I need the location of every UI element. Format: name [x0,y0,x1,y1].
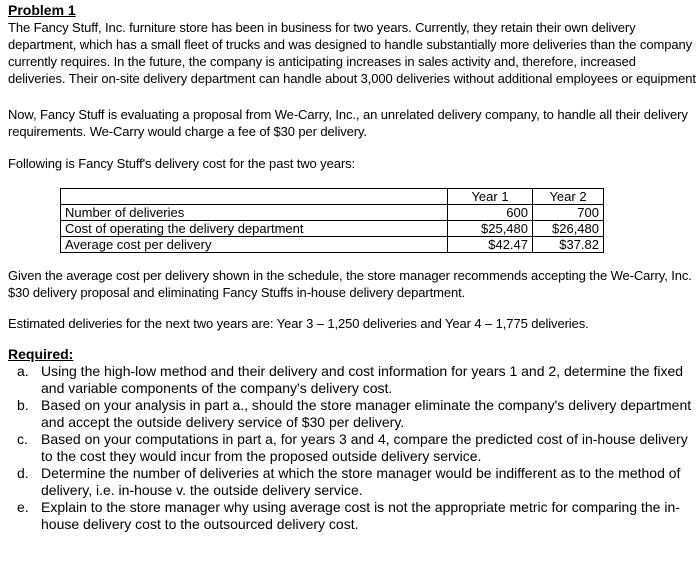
table-header-row [61,189,604,205]
row-label: Number of deliveries [61,205,448,221]
list-item [8,465,696,499]
list-marker: b. [17,397,29,413]
header-year-1: Year 1 [448,189,533,205]
row-year-1-value: 600 [448,205,533,221]
delivery-cost-table [60,188,604,253]
intro-paragraph: The Fancy Stuff, Inc. furniture store has been in business for two years. Currently, they retain their own delivery department, which has a small fleet of trucks and was designed to handle substantially more deliveries than the company currently requires. In the future, the company is anticipating increases in sales activity and, therefore, increased deliveries. Their on-site delivery department can handle about 3,000 deliveries without additional employees or equipment [8,20,696,86]
list-marker: d. [17,465,29,481]
problem-title: Problem 1 [8,2,76,18]
header-year-2: Year 2 [533,189,604,205]
list-item-text: Determine the number of deliveries at which the store manager would be indifferent as to the method of delivery, i.e. in-house v. the outside delivery service. [41,465,681,498]
following-paragraph: Following is Fancy Stuff's delivery cost for the past two years: [8,156,355,171]
list-item [8,431,696,465]
row-year-1-value: $42.47 [448,237,533,253]
table-row [61,237,604,253]
estimated-paragraph: Estimated deliveries for the next two years are: Year 3 – 1,250 deliveries and Year 4 – 1,775 deliveries. [8,316,589,331]
table-row [61,221,604,237]
list-item-text: Using the high-low method and their delivery and cost information for years 1 and 2, determine the fixed and variable components of the company's delivery cost. [41,363,684,396]
required-list [8,363,696,533]
list-item [8,397,696,431]
proposal-paragraph: Now, Fancy Stuff is evaluating a proposal from We-Carry, Inc., an unrelated delivery company, to handle all their delivery requirements. We-Carry would charge a fee of $30 per delivery. [8,107,688,139]
list-item-text: Based on your computations in part a, for years 3 and 4, compare the predicted cost of in-house delivery to the cost they would incur from the proposed outside delivery service. [41,431,688,464]
row-label: Cost of operating the delivery department [61,221,448,237]
required-heading: Required: [8,346,74,362]
table-header-blank [61,189,448,205]
document-page [8,2,696,533]
list-item-text: Explain to the store manager why using average cost is not the appropriate metric for comparing the in-house delivery cost to the outsourced delivery cost. [41,499,680,532]
given-paragraph: Given the average cost per delivery shown in the schedule, the store manager recommends accepting the We-Carry, Inc. $30 delivery proposal and eliminating Fancy Stuffs in-house delivery department. [8,268,692,300]
list-item-text: Based on your analysis in part a., should the store manager eliminate the company's delivery department and accept the outside delivery service of $30 per delivery. [41,397,692,430]
table-row [61,205,604,221]
list-item [8,363,696,397]
row-label: Average cost per delivery [61,237,448,253]
row-year-1-value: $25,480 [448,221,533,237]
row-year-2-value: 700 [533,205,604,221]
row-year-2-value: $26,480 [533,221,604,237]
list-item [8,499,696,533]
list-marker: c. [17,431,28,447]
list-marker: e. [17,499,29,515]
row-year-2-value: $37.82 [533,237,604,253]
list-marker: a. [17,363,29,379]
delivery-cost-table-wrap [60,188,696,253]
